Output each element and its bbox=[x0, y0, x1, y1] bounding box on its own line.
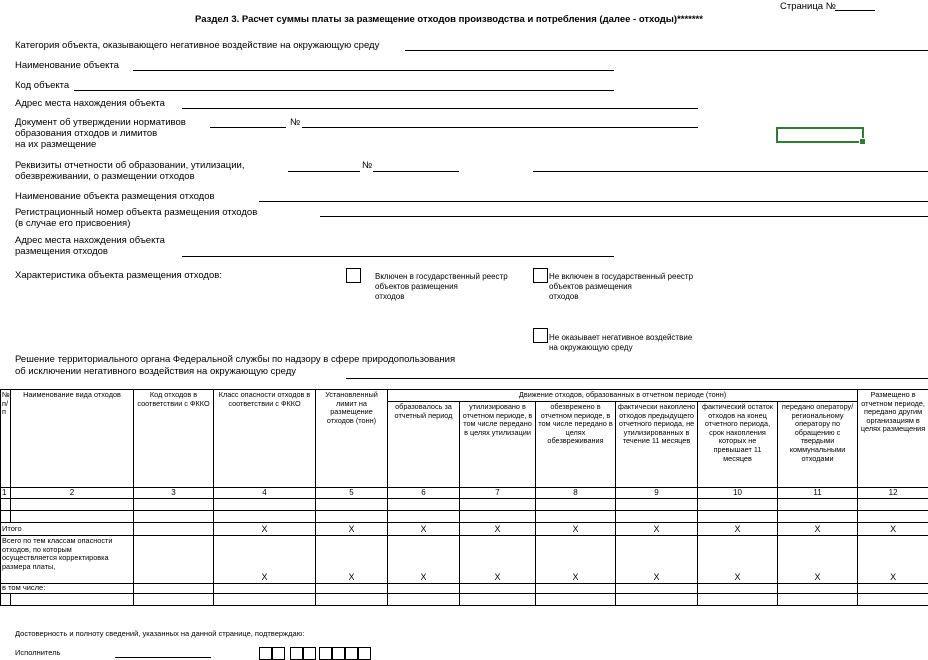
selected-cell[interactable] bbox=[776, 127, 864, 143]
table-row[interactable] bbox=[1, 499, 928, 511]
x-mark: X bbox=[214, 536, 316, 584]
not-included-registry-label: Не включен в государственный реестр объектов размещения отходов bbox=[549, 272, 694, 301]
x-mark: X bbox=[214, 523, 316, 536]
col-header-hazard-class: Класс опасности отходов в соответствии с ФККО bbox=[214, 390, 316, 488]
column-numbers-row bbox=[1, 488, 928, 499]
col-header-utilized: утилизировано в отчетном периоде, в том числе передано в целях утилизации bbox=[460, 402, 536, 488]
signature-box[interactable] bbox=[259, 647, 272, 660]
norms-doc-label-3: на их размещение bbox=[15, 139, 97, 150]
waste-table bbox=[0, 389, 928, 606]
column-number: 6 bbox=[388, 488, 460, 499]
report-number-line[interactable] bbox=[373, 171, 459, 172]
disposal-name-label: Наименование объекта размещения отходов bbox=[15, 191, 215, 202]
decision-input-line[interactable] bbox=[346, 378, 928, 379]
report-label-1: Реквизиты отчетности об образовании, утилизации, bbox=[15, 160, 245, 171]
column-number: 12 bbox=[858, 488, 928, 499]
x-mark: X bbox=[698, 536, 778, 584]
column-number: 11 bbox=[778, 488, 858, 499]
fill-handle[interactable] bbox=[859, 138, 866, 145]
category-label: Категория объекта, оказывающего негативное воздействие на окружающую среду bbox=[15, 40, 380, 51]
reg-number-label-2: (в случае его присвоения) bbox=[15, 218, 131, 229]
x-mark: X bbox=[316, 523, 388, 536]
column-number: 3 bbox=[134, 488, 214, 499]
column-number: 2 bbox=[11, 488, 134, 499]
col-header-transferred-operator: передано оператору/региональному оператору по обращению с твердыми коммунальными отходами bbox=[778, 402, 858, 488]
col-header-waste-name: Наименование вида отходов bbox=[11, 390, 134, 488]
norms-doc-label-2: образования отходов и лимитов bbox=[15, 128, 158, 139]
signature-box[interactable] bbox=[272, 647, 285, 660]
column-number: 10 bbox=[698, 488, 778, 499]
disposal-address-label-1: Адрес места нахождения объекта bbox=[15, 235, 165, 246]
report-number-sign: № bbox=[362, 160, 373, 171]
column-number: 4 bbox=[214, 488, 316, 499]
column-number: 1 bbox=[1, 488, 11, 499]
col-header-remainder: фактический остаток отходов на конец отчетного периода, срок накопления которых не превышает 11 месяцев bbox=[698, 402, 778, 488]
col-header-accumulated-prev: фактически накоплено отходов предыдущего отчетного периода, не утилизированных в течение 11 месяцев bbox=[616, 402, 698, 488]
disposal-address-label-2: размещения отходов bbox=[15, 246, 108, 257]
object-code-label: Код объекта bbox=[15, 80, 70, 91]
object-name-label: Наименование объекта bbox=[15, 60, 119, 71]
x-mark: X bbox=[460, 523, 536, 536]
characteristic-label: Характеристика объекта размещения отходов: bbox=[15, 270, 222, 281]
x-mark: X bbox=[778, 523, 858, 536]
x-mark: X bbox=[616, 536, 698, 584]
category-input-line[interactable] bbox=[405, 50, 928, 51]
x-mark: X bbox=[316, 536, 388, 584]
no-impact-checkbox[interactable] bbox=[533, 328, 548, 343]
including-label: в том числе: bbox=[1, 584, 134, 594]
signature-box[interactable] bbox=[303, 647, 316, 660]
total-row bbox=[1, 523, 928, 536]
total-label: Итого bbox=[1, 523, 134, 536]
decision-label-1: Решение территориального органа Федеральной службы по надзору в сфере природопользования bbox=[15, 354, 456, 365]
col-header-neutralized: обезврежено в отчетном периоде, в том числе передано в целях обезвреживания bbox=[536, 402, 616, 488]
col-header-movement: Движение отходов, образованных в отчетном периоде (тонн) bbox=[388, 390, 858, 402]
object-address-input-line[interactable] bbox=[182, 108, 698, 109]
reg-number-input-line[interactable] bbox=[320, 216, 928, 217]
norms-doc-label-1: Документ об утверждении нормативов bbox=[15, 117, 186, 128]
report-extra-line[interactable] bbox=[533, 171, 928, 172]
x-mark: X bbox=[698, 523, 778, 536]
page-number-label: Страница № bbox=[780, 1, 836, 12]
reg-number-label-1: Регистрационный номер объекта размещения отходов bbox=[15, 207, 258, 218]
object-code-input-line[interactable] bbox=[74, 90, 614, 91]
executor-label: Исполнитель bbox=[15, 648, 61, 657]
signature-box[interactable] bbox=[290, 647, 303, 660]
decision-label-2: об исключении негативного воздействия на окружающую среду bbox=[15, 366, 297, 377]
col-header-generated: образовалось за отчетный период bbox=[388, 402, 460, 488]
x-mark: X bbox=[536, 523, 616, 536]
x-mark: X bbox=[536, 536, 616, 584]
col-header-waste-code: Код отходов в соответствии с ФККО bbox=[134, 390, 214, 488]
column-number: 8 bbox=[536, 488, 616, 499]
confirmation-text: Достоверность и полноту сведений, указанных на данной странице, подтверждаю: bbox=[15, 629, 305, 638]
x-mark: X bbox=[858, 536, 928, 584]
section-title: Раздел 3. Расчет суммы платы за размещение отходов производства и потребления (далее - отходы)******* bbox=[195, 14, 703, 25]
x-mark: X bbox=[616, 523, 698, 536]
x-mark: X bbox=[460, 536, 536, 584]
x-mark: X bbox=[388, 536, 460, 584]
no-impact-label: Не оказывает негативное воздействие на окружающую среду bbox=[549, 333, 693, 352]
column-number: 9 bbox=[616, 488, 698, 499]
column-number: 5 bbox=[316, 488, 388, 499]
col-header-limit: Установленный лимит на размещение отходов (тонн) bbox=[316, 390, 388, 488]
col-header-number: № п/п bbox=[1, 390, 11, 488]
x-mark: X bbox=[778, 536, 858, 584]
x-mark: X bbox=[388, 523, 460, 536]
x-mark: X bbox=[858, 523, 928, 536]
norms-doc-number-line[interactable] bbox=[302, 127, 698, 128]
signature-box[interactable] bbox=[345, 647, 358, 660]
table-row[interactable] bbox=[1, 594, 928, 606]
hazard-classes-label: Всего по тем классам опасности отходов, по которым осуществляется корректировка размера платы, bbox=[1, 536, 134, 584]
included-registry-label: Включен в государственный реестр объектов размещения отходов bbox=[375, 272, 508, 301]
included-registry-checkbox[interactable] bbox=[346, 268, 361, 283]
disposal-name-input-line[interactable] bbox=[259, 201, 928, 202]
not-included-registry-checkbox[interactable] bbox=[533, 268, 548, 283]
signature-box[interactable] bbox=[332, 647, 345, 660]
hazard-classes-row bbox=[1, 536, 928, 584]
column-number: 7 bbox=[460, 488, 536, 499]
executor-name-line[interactable] bbox=[115, 657, 211, 658]
signature-box[interactable] bbox=[319, 647, 332, 660]
norms-doc-date-line[interactable] bbox=[210, 127, 286, 128]
norms-doc-number-sign: № bbox=[290, 117, 301, 128]
disposal-address-input-line[interactable] bbox=[182, 256, 614, 257]
col-header-placed: Размещено в отчетном периоде, передано другим организациям в целях размещения bbox=[858, 390, 928, 488]
object-address-label: Адрес места нахождения объекта bbox=[15, 98, 165, 109]
page-number-line[interactable] bbox=[835, 10, 875, 11]
report-label-2: обезвреживании, о размещении отходов bbox=[15, 171, 195, 182]
signature-box[interactable] bbox=[358, 647, 371, 660]
object-name-input-line[interactable] bbox=[133, 70, 614, 71]
including-row bbox=[1, 584, 928, 594]
table-row[interactable] bbox=[1, 511, 928, 523]
report-date-line[interactable] bbox=[288, 171, 360, 172]
